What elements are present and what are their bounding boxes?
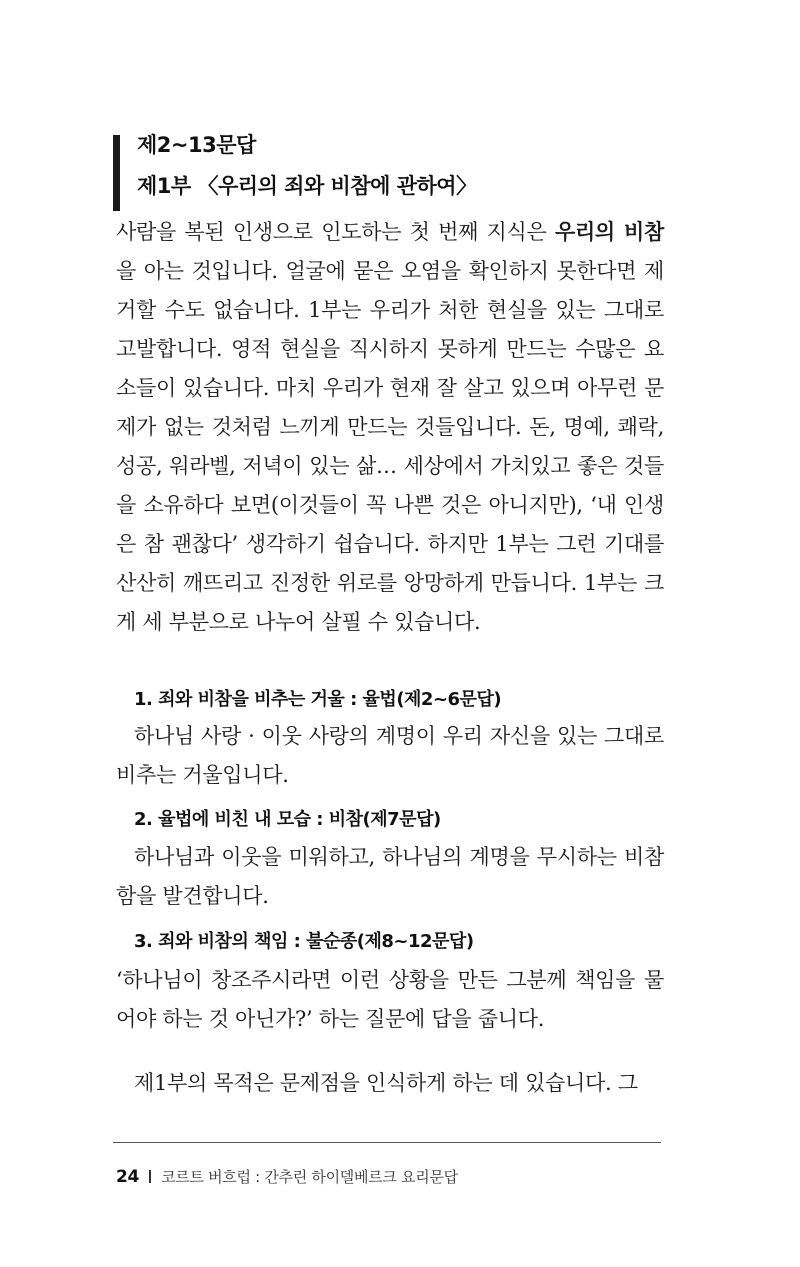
section-body-2: 하나님과 이웃을 미워하고, 하나님의 계명을 무시하는 비참함을 발견합니다. [116,845,664,908]
footer-separator [149,1170,151,1183]
header-question-range: 제2~13문답 [137,133,256,157]
section-heading-3: 3. 죄와 비참의 책임 : 불순종(제8~12문답) [134,931,474,952]
footer-divider [113,1142,661,1143]
section-heading-2: 2. 율법에 비친 내 모습 : 비참(제7문답) [134,809,441,830]
intro-text-part2: 을 아는 것입니다. 얼굴에 묻은 오염을 확인하지 못한다면 제거할 수도 없습니다. 1부는 우리가 처한 현실을 있는 그대로 고발합니다. 영적 현실을 직시하지 못하게 만드는 수많은 요소들이 있습니다. 마치 우리가 현재 잘 살고 있으며 아무런 문제가 없는 것처럼 느끼게 만드는 것들입니다. 돈, 명예, 쾌락, 성공, 워라벨, 저녁이 있는 삶… 세상에서 가치있고 좋은 것들을 소유하다 보면(이것들이 꼭 나쁜 것은 아니지만), ‘내 인생은 참 괜찮다’ 생각하기 쉽습니다. 하지만 1부는 그런 기대를 산산히 깨뜨리고 진정한 위로를 앙망하게 만듭니다. 1부는 크게 세 부분으로 나누어 살필 수 있습니다. [116,259,664,634]
intro-text-part1: 사람을 복된 인생으로 인도하는 첫 번째 지식은 [116,220,555,244]
page-number: 24 [116,1167,140,1187]
section-heading-1: 1. 죄와 비참을 비추는 거울 : 율법(제2~6문답) [134,689,502,710]
section-body-1: 하나님 사랑 · 이웃 사랑의 계명이 우리 자신을 있는 그대로 비추는 거울입니다. [116,724,664,787]
header-part-title: 제1부 〈우리의 죄와 비참에 관하여〉 [137,174,477,198]
section-body-3: ‘하나님이 창조주시라면 이런 상황을 만든 그분께 책임을 물어야 하는 것 아닌가?’ 하는 질문에 답을 줍니다. [116,968,664,1031]
header-accent-bar [113,135,120,211]
closing-paragraph: 제1부의 목적은 문제점을 인식하게 하는 데 있습니다. 그 [134,1071,638,1095]
intro-emphasis: 우리의 비참 [554,220,664,244]
page-footer [116,1166,458,1187]
book-title: 코르트 버흐럽 : 간추린 하이델베르크 요리문답 [161,1168,458,1186]
intro-paragraph [116,213,664,642]
